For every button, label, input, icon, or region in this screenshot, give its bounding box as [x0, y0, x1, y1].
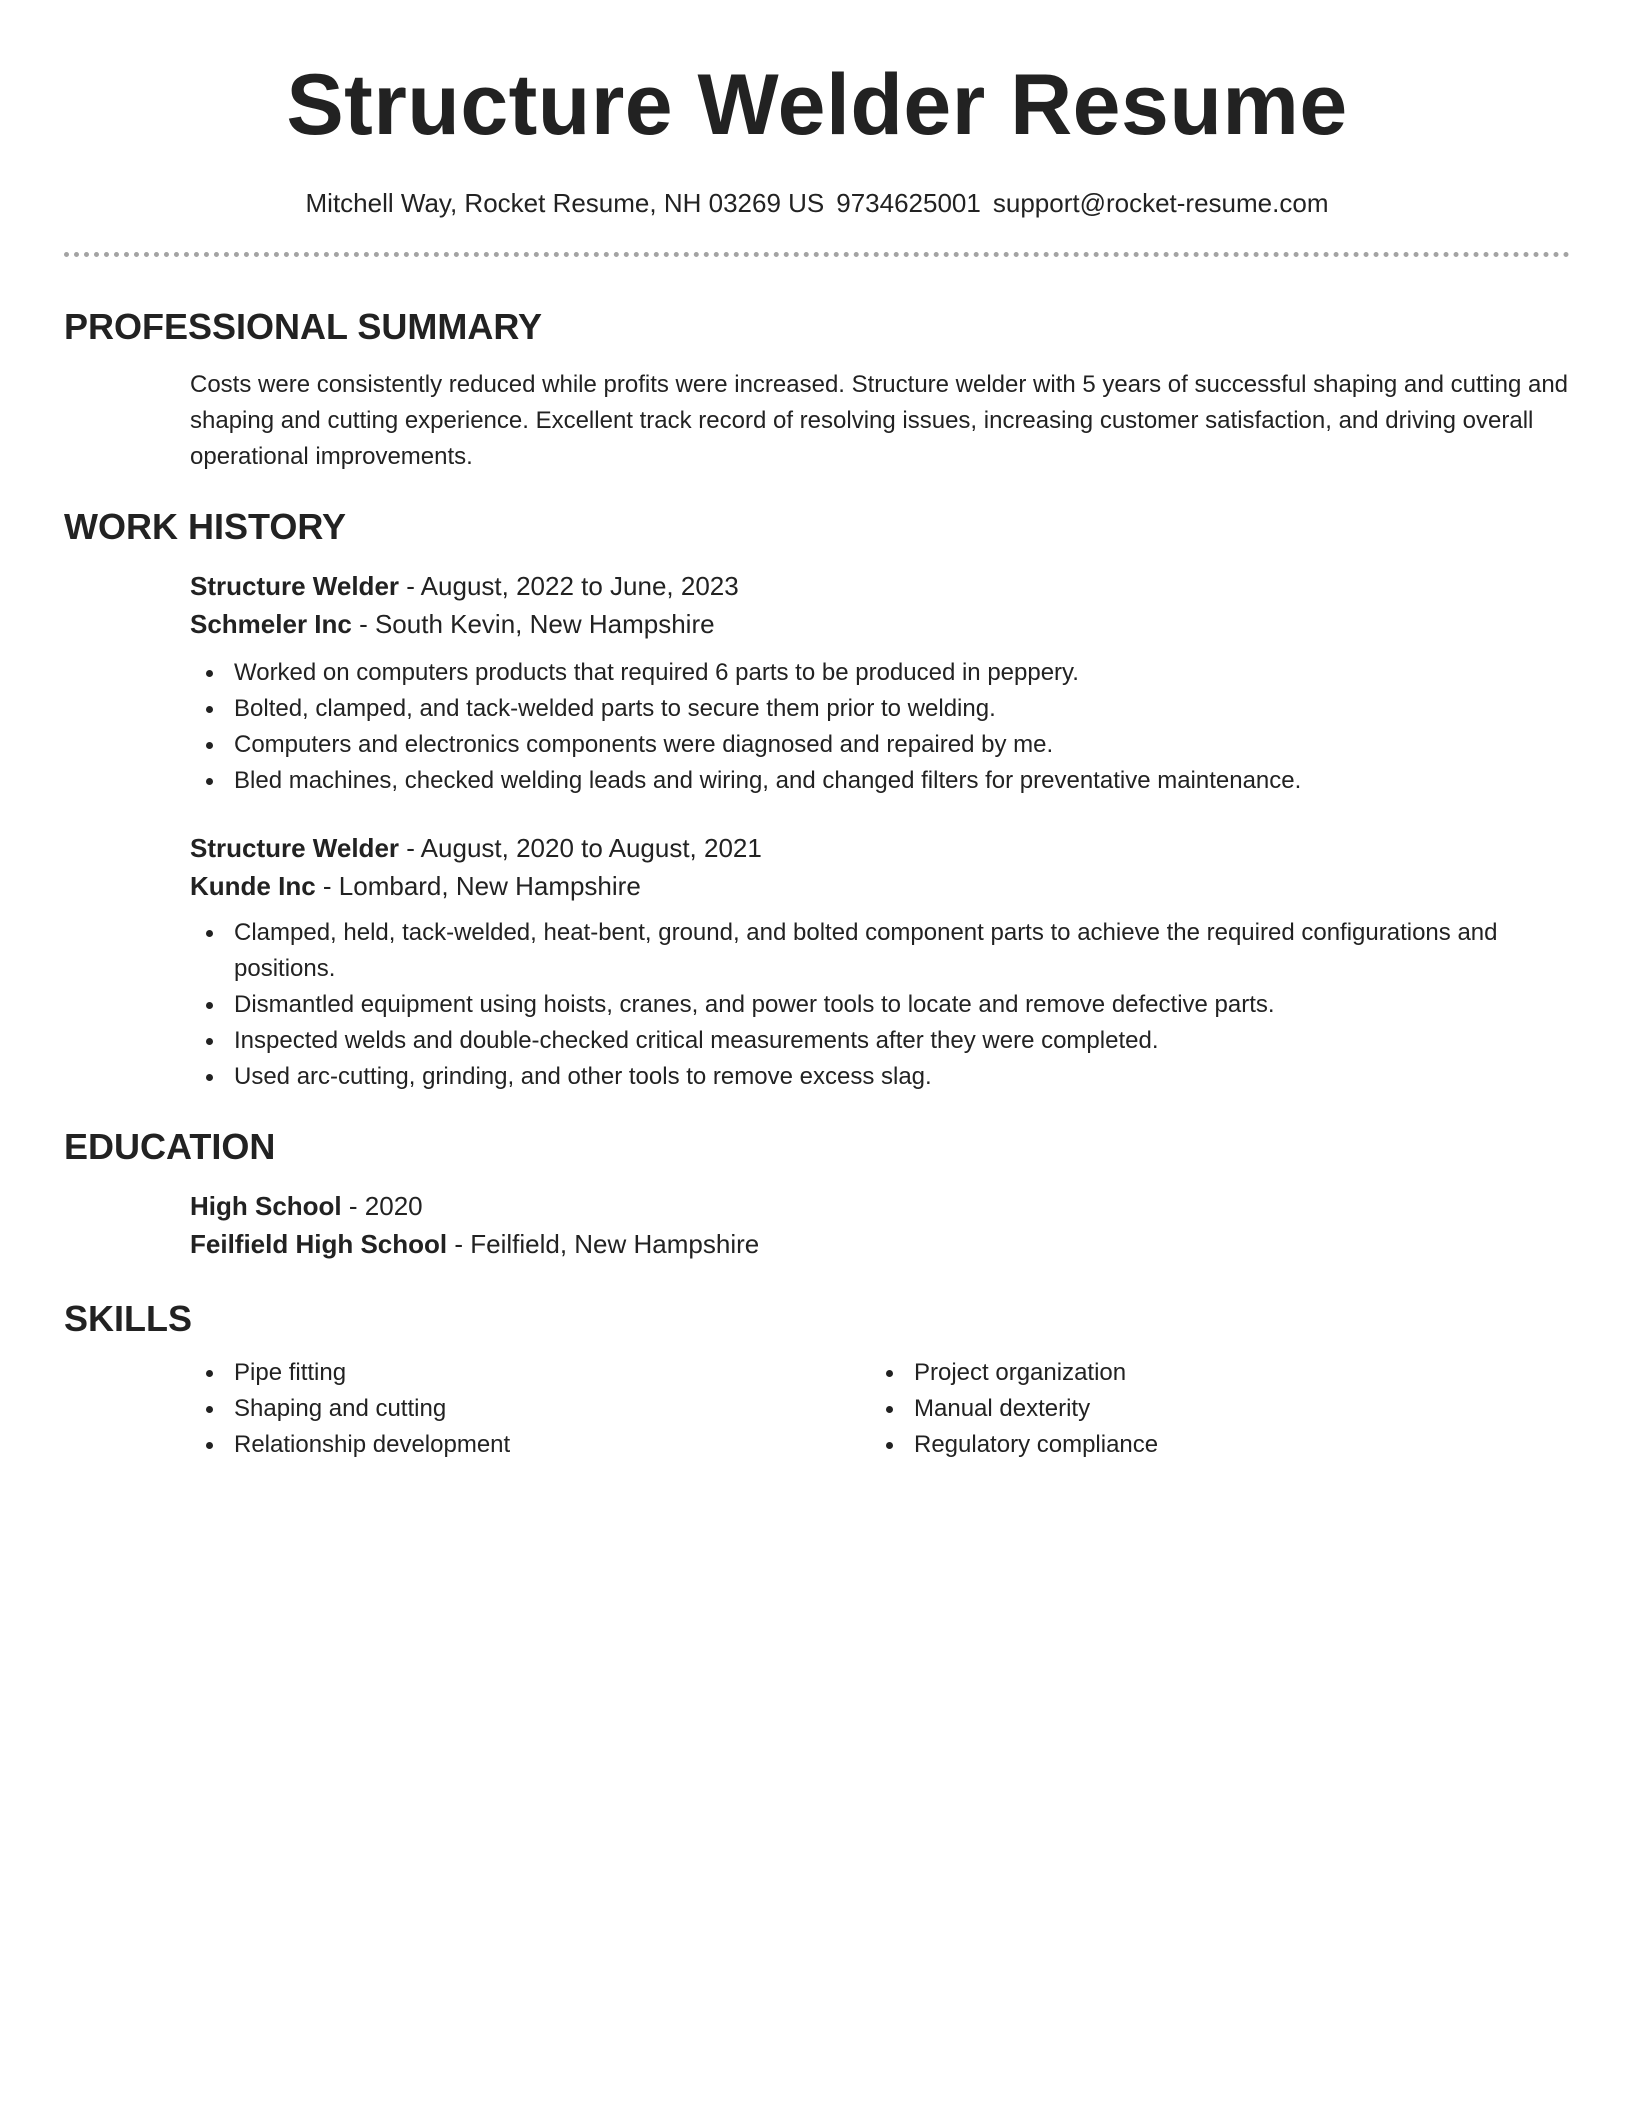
- skills-list-left: [190, 1355, 870, 1463]
- summary-text: Costs were consistently reduced while profits were increased. Structure welder with 5 years of successful shaping and cutting and shaping and cutting experience. Excellent track record of resolving issues, increasing customer satisfaction, and driving overall operational improvements.: [190, 371, 1569, 470]
- job-company: Schmeler Inc: [190, 609, 352, 639]
- skill-item: Shaping and cutting: [190, 1391, 870, 1427]
- resume-title: Structure Welder Resume: [286, 57, 1348, 153]
- education-degree-line: [190, 1187, 1570, 1225]
- list-item: Computers and electronics components were diagnosed and repaired by me.: [190, 727, 1570, 763]
- skills-heading: SKILLS: [64, 1298, 193, 1339]
- job-title-line: [190, 829, 1570, 867]
- job-dates: - August, 2020 to August, 2021: [399, 833, 762, 863]
- education-school: Feilfield High School: [190, 1229, 448, 1259]
- skill-item: Pipe fitting: [190, 1355, 870, 1391]
- job-title: Structure Welder: [190, 571, 400, 601]
- job-title: Structure Welder: [190, 833, 400, 863]
- skill-item: Project organization: [870, 1355, 1550, 1391]
- job-bullets: [190, 655, 1570, 799]
- contact-line: [64, 190, 1570, 216]
- job-dates: - August, 2022 to June, 2023: [399, 571, 739, 601]
- skill-item: Manual dexterity: [870, 1391, 1550, 1427]
- job-location: - Lombard, New Hampshire: [315, 871, 641, 901]
- skill-item: Regulatory compliance: [870, 1427, 1550, 1463]
- list-item: Dismantled equipment using hoists, cranes, and power tools to locate and remove defective parts.: [190, 987, 1570, 1023]
- skills-section: [64, 1355, 1570, 1463]
- list-item: Worked on computers products that required 6 parts to be produced in peppery.: [190, 655, 1570, 691]
- skill-item: Relationship development: [190, 1427, 870, 1463]
- job-title-line: [190, 567, 1570, 605]
- education-location: - Feilfield, New Hampshire: [447, 1229, 760, 1259]
- list-item: Bled machines, checked welding leads and wiring, and changed filters for preventative maintenance.: [190, 763, 1570, 799]
- contact-phone: 9734625001: [836, 188, 981, 218]
- contact-email: support@rocket-resume.com: [992, 188, 1329, 218]
- education-heading: EDUCATION: [64, 1126, 276, 1167]
- skills-grid: [190, 1355, 1570, 1463]
- list-item: Clamped, held, tack-welded, heat-bent, ground, and bolted component parts to achieve the required configurations and positions.: [190, 915, 1570, 987]
- job-entry: [190, 829, 1570, 1095]
- education-year: - 2020: [341, 1191, 423, 1221]
- list-item: Used arc-cutting, grinding, and other tools to remove excess slag.: [190, 1059, 1570, 1095]
- education-degree: High School: [190, 1191, 342, 1221]
- job-company-line: [190, 605, 1570, 643]
- work-history-section: [64, 567, 1570, 1095]
- list-item: Inspected welds and double-checked critical measurements after they were completed.: [190, 1023, 1570, 1059]
- list-item: Bolted, clamped, and tack-welded parts to secure them prior to welding.: [190, 691, 1570, 727]
- contact-address: Mitchell Way, Rocket Resume, NH 03269 US: [305, 188, 825, 218]
- work-history-heading: WORK HISTORY: [64, 506, 347, 547]
- job-location: - South Kevin, New Hampshire: [351, 609, 715, 639]
- education-school-line: [190, 1225, 1570, 1263]
- job-company: Kunde Inc: [190, 871, 316, 901]
- job-entry: [190, 567, 1570, 799]
- job-company-line: [190, 867, 1570, 905]
- job-bullets: [190, 915, 1570, 1095]
- education-section: [64, 1187, 1570, 1263]
- skills-list-right: [870, 1355, 1550, 1463]
- summary-heading: PROFESSIONAL SUMMARY: [64, 306, 543, 347]
- header-divider: [64, 252, 1570, 257]
- resume-page: [64, 0, 1570, 1463]
- summary-section: [64, 367, 1570, 475]
